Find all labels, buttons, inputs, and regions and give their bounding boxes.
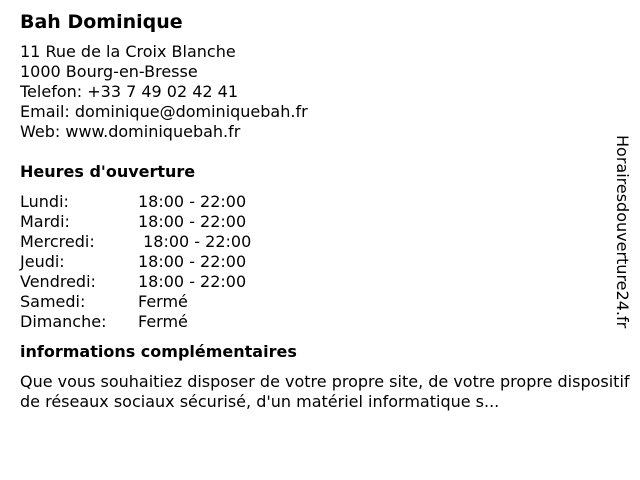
hours-row-sunday xyxy=(20,312,620,332)
hours-day: Vendredi: xyxy=(20,272,96,291)
hours-time: Fermé xyxy=(138,312,188,331)
hours-row-wednesday xyxy=(20,232,620,252)
hours-heading: Heures d'ouverture xyxy=(20,162,196,181)
hours-time: Fermé xyxy=(138,292,188,311)
site-watermark: Horairesdouverture24.fr xyxy=(613,135,632,329)
hours-day: Lundi: xyxy=(20,192,69,211)
hours-row-thursday xyxy=(20,252,620,272)
hours-row-saturday xyxy=(20,292,620,312)
hours-time: 18:00 - 22:00 xyxy=(138,212,247,231)
hours-day: Samedi: xyxy=(20,292,86,311)
email-line: Email: dominique@dominiquebah.fr xyxy=(20,102,308,121)
address-line-2: 1000 Bourg-en-Bresse xyxy=(20,62,198,81)
hours-day: Mardi: xyxy=(20,212,70,231)
info-description: Que vous souhaitiez disposer de votre propre site, de votre propre dispositif de réseaux sociaux sécurisé, d'un matériel informatique s... xyxy=(20,372,630,411)
hours-time: 18:00 - 22:00 xyxy=(138,272,247,291)
hours-day: Mercredi: xyxy=(20,232,95,251)
hours-time: 18:00 - 22:00 xyxy=(138,252,247,271)
info-heading: informations complémentaires xyxy=(20,342,297,361)
hours-row-monday xyxy=(20,192,620,212)
hours-time: 18:00 - 22:00 xyxy=(138,232,252,251)
hours-day: Dimanche: xyxy=(20,312,107,331)
hours-time: 18:00 - 22:00 xyxy=(138,192,247,211)
opening-hours-table xyxy=(20,192,620,332)
hours-row-friday xyxy=(20,272,620,292)
phone-line: Telefon: +33 7 49 02 42 41 xyxy=(20,82,239,101)
hours-row-tuesday xyxy=(20,212,620,232)
web-line: Web: www.dominiquebah.fr xyxy=(20,122,241,141)
business-name: Bah Dominique xyxy=(20,11,183,33)
hours-day: Jeudi: xyxy=(20,252,65,271)
address-line-1: 11 Rue de la Croix Blanche xyxy=(20,42,236,61)
